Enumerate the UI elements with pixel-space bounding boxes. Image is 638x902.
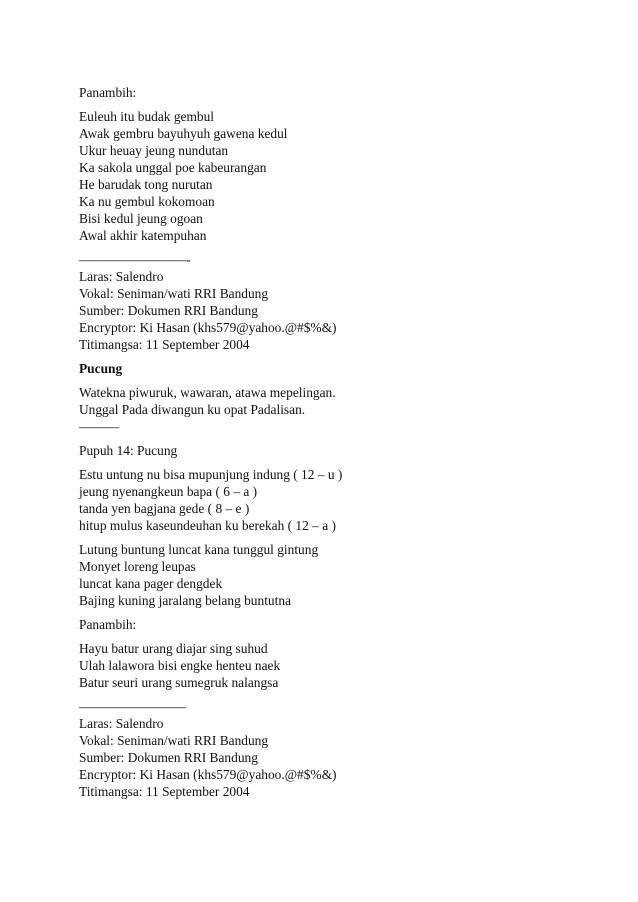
text-line: Awak gembru bayuhyuh gawena kedul xyxy=(79,126,288,141)
text-line: Encryptor: Ki Hasan (khs579@yahoo.@#$%&) xyxy=(79,767,337,782)
text-line: Batur seuri urang sumegruk nalangsa xyxy=(79,675,279,690)
text-line: Pupuh 14: Pucung xyxy=(79,443,178,458)
text-line: ————————- xyxy=(79,252,191,267)
text-line: Ka sakola unggal poe kabeurangan xyxy=(79,160,267,175)
text-paragraph xyxy=(79,384,599,435)
text-line: He barudak tong nurutan xyxy=(79,177,213,192)
text-line: Ka nu gembul kokomoan xyxy=(79,194,215,209)
text-paragraph xyxy=(79,616,599,633)
text-line: Vokal: Seniman/wati RRI Bandung xyxy=(79,733,269,748)
text-line: Lutung buntung luncat kana tunggul gintung xyxy=(79,542,319,557)
text-line: Panambih: xyxy=(79,617,137,632)
text-line: jeung nyenangkeun bapa ( 6 – a ) xyxy=(79,484,258,499)
text-line: Vokal: Seniman/wati RRI Bandung xyxy=(79,286,269,301)
text-paragraph xyxy=(79,108,599,244)
document-page xyxy=(79,84,599,807)
text-line: Bajing kuning jaralang belang buntutna xyxy=(79,593,291,608)
text-paragraph xyxy=(79,541,599,609)
text-line: tanda yen bagjana gede ( 8 – e ) xyxy=(79,501,250,516)
text-line: Hayu batur urang diajar sing suhud xyxy=(79,641,268,656)
text-paragraph xyxy=(79,251,599,353)
text-paragraph xyxy=(79,698,599,800)
text-line: Panambih: xyxy=(79,85,137,100)
text-line: Watekna piwuruk, wawaran, atawa mepelingan. xyxy=(79,385,336,400)
section-heading: Pucung xyxy=(79,361,123,376)
text-line: Laras: Salendro xyxy=(79,269,164,284)
text-line: Estu untung nu bisa mupunjung indung ( 12 – u ) xyxy=(79,467,343,482)
text-line: Unggal Pada diwangun ku opat Padalisan. xyxy=(79,402,306,417)
text-paragraph xyxy=(79,640,599,691)
text-line: hitup mulus kaseundeuhan ku berekah ( 12 – a ) xyxy=(79,518,336,533)
text-line: Titimangsa: 11 September 2004 xyxy=(79,337,250,352)
text-line: Laras: Salendro xyxy=(79,716,164,731)
text-line: Bisi kedul jeung ogoan xyxy=(79,211,203,226)
text-paragraph xyxy=(79,442,599,459)
text-line: Titimangsa: 11 September 2004 xyxy=(79,784,250,799)
text-line: Euleuh itu budak gembul xyxy=(79,109,214,124)
text-line: Sumber: Dokumen RRI Bandung xyxy=(79,750,258,765)
text-line: luncat kana pager dengdek xyxy=(79,576,223,591)
text-line: Encryptor: Ki Hasan (khs579@yahoo.@#$%&) xyxy=(79,320,337,335)
text-line: Monyet loreng leupas xyxy=(79,559,196,574)
text-paragraph xyxy=(79,466,599,534)
text-line: Awal akhir katempuhan xyxy=(79,228,207,243)
text-line: ———————— xyxy=(79,699,187,714)
text-paragraph xyxy=(79,84,599,101)
text-line: Sumber: Dokumen RRI Bandung xyxy=(79,303,258,318)
text-line: Ulah lalawora bisi engke henteu naek xyxy=(79,658,281,673)
text-line: Ukur heuay jeung nundutan xyxy=(79,143,229,158)
text-line: ——— xyxy=(79,419,120,434)
